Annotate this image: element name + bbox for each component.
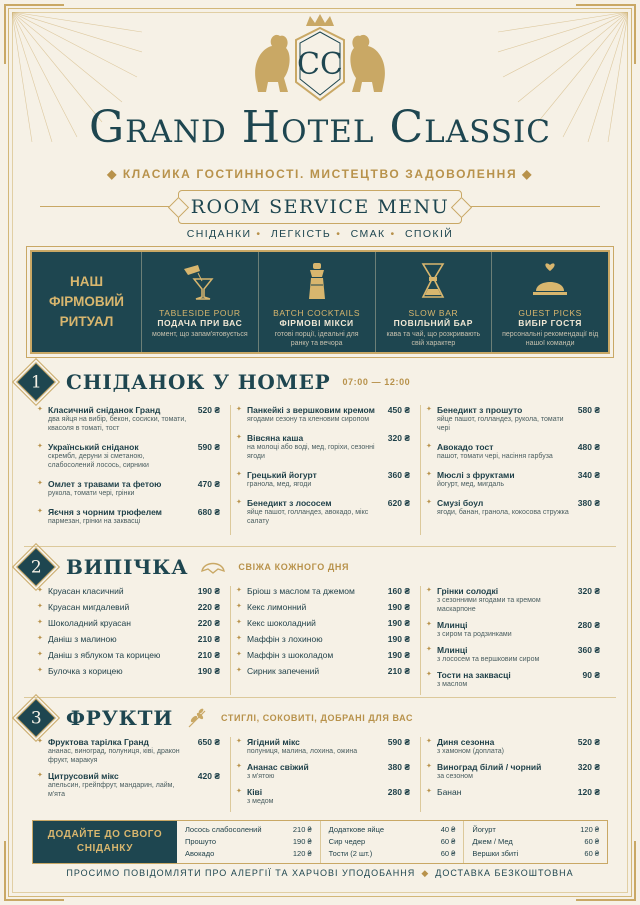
- item-description: ягоди, банан, гранола, кокосова стружка: [437, 509, 569, 516]
- addon-price: 40 ₴: [440, 825, 456, 834]
- subtag: СНІДАНКИ: [186, 228, 252, 240]
- item-description: ананас, виноград, полуниця, ківі, дракон фрукт, маракуя: [48, 748, 180, 764]
- section-note: СТИГЛІ, СОКОВИТІ, ДОБРАНІ ДЛЯ ВАС: [221, 713, 414, 723]
- menu-item: [40, 479, 220, 498]
- tagline: ◆ КЛАСИКА ГОСТИННОСТІ. МИСТЕЦТВО ЗАДОВОЛЕННЯ ◆: [107, 167, 533, 181]
- addon-row: [185, 848, 312, 860]
- item-name: ✦ Бенедикт з лососем: [247, 498, 332, 508]
- addon-name: Лосось слабосолений: [185, 825, 262, 834]
- item-name: ✦ Грецький йогурт: [247, 470, 317, 480]
- item-price: 220 ₴: [197, 618, 220, 628]
- menu-item: [429, 498, 600, 517]
- item-price: 190 ₴: [387, 618, 410, 628]
- section-divider: [24, 546, 616, 547]
- item-description: пармезан, грінки на заквасці: [48, 518, 141, 525]
- item-description: з хамоном (доплата): [437, 748, 504, 755]
- menu-item: [40, 666, 220, 676]
- menu-item: [40, 507, 220, 526]
- menu-item: [40, 771, 220, 799]
- item-price: 380 ₴: [577, 498, 600, 508]
- addon-price: 120 ₴: [292, 849, 312, 858]
- addon-name: Йогурт: [472, 825, 496, 834]
- menu-item: [429, 670, 600, 689]
- item-description: з сезонними ягодами та кремом маскарпоне: [437, 597, 541, 613]
- menu-item: [239, 618, 410, 628]
- item-description: ягодами сезону та кленовим сиропом: [247, 416, 370, 423]
- item-name: ✦ Диня сезонна: [437, 737, 495, 747]
- item-price: 360 ₴: [387, 470, 410, 480]
- item-name: ✦ Млинці: [437, 620, 468, 630]
- item-name: ✦ Тости на заквасці: [437, 670, 511, 680]
- item-description: з медом: [247, 798, 274, 805]
- ritual-item: GUEST PICKS ВИБІР ГОСТЯ персональні рекомендації від нашої команди: [492, 252, 608, 352]
- item-price: 470 ₴: [197, 479, 220, 489]
- menu-item: [40, 405, 220, 433]
- item-name: ✦ Даніш з малиною: [48, 634, 117, 644]
- subtag: ЛЕГКІСТЬ: [270, 228, 332, 240]
- griffin-right-icon: [350, 35, 385, 92]
- croissant-icon: [200, 557, 226, 577]
- section-heading: [22, 553, 349, 581]
- item-name: ✦ Кекс шоколадний: [247, 618, 316, 628]
- item-name: ✦ Мюслі з фруктами: [437, 470, 515, 480]
- item-description: з сиром та родзинками: [437, 631, 512, 638]
- menu-item: [40, 650, 220, 660]
- item-name: ✦ Ягідний мікс: [247, 737, 300, 747]
- item-price: 210 ₴: [197, 650, 220, 660]
- item-name: ✦ Фруктова тарілка Гранд: [48, 737, 149, 747]
- leaf-sprig-icon: [185, 707, 209, 729]
- chemex-coffee-icon: [413, 261, 453, 301]
- divider-right: [470, 206, 600, 207]
- addon-name: Джем / Мед: [472, 837, 513, 846]
- item-name: ✦ Млинці: [437, 645, 468, 655]
- addon-row: [185, 824, 312, 836]
- item-description: яйце пашот, голландез, авокадо, мікс салату: [247, 509, 369, 525]
- item-price: 420 ₴: [197, 771, 220, 781]
- item-name: ✦ Класичний сніданок Гранд: [48, 405, 161, 415]
- addon-price: 210 ₴: [292, 825, 312, 834]
- addon-row: [472, 836, 599, 848]
- item-name: ✦ Маффін з лохиною: [247, 634, 323, 644]
- item-name: ✦ Бріош з маслом та джемом: [247, 586, 355, 596]
- menu-item: [429, 762, 600, 781]
- menu-item: [239, 787, 410, 806]
- menu-item: [40, 634, 220, 644]
- ritual-item: BATCH COCKTAILS ФІРМОВІ МІКСИ готові порції, ідеальні для ранку та вечора: [259, 252, 376, 352]
- cocktail-shaker-icon: [297, 261, 337, 301]
- item-name: ✦ Український сніданок: [48, 442, 139, 452]
- item-description: рукола, томати чері, грінки: [48, 490, 135, 497]
- menu-item: [239, 666, 410, 676]
- menu-item: [239, 650, 410, 660]
- item-description: йогурт, мед, мигдаль: [437, 481, 505, 488]
- addon-row: [329, 836, 456, 848]
- menu-item: [239, 498, 410, 526]
- item-price: 590 ₴: [197, 442, 220, 452]
- item-price: 90 ₴: [582, 670, 600, 680]
- section-title: ВИПІЧКА: [66, 555, 189, 579]
- menu-item: [429, 470, 600, 489]
- section-heading: [22, 368, 410, 396]
- item-price: 160 ₴: [387, 586, 410, 596]
- addon-price: 60 ₴: [584, 849, 600, 858]
- pouring-glass-icon: [180, 261, 220, 301]
- item-name: ✦ Круасан мигдалевий: [48, 602, 130, 612]
- item-price: 650 ₴: [197, 737, 220, 747]
- ritual-heading: НАШ ФІРМОВИЙ РИТУАЛ: [32, 252, 142, 352]
- item-name: ✦ Смузі боул: [437, 498, 484, 508]
- menu-item: [239, 470, 410, 489]
- item-name: ✦ Авокадо тост: [437, 442, 494, 452]
- item-price: 360 ₴: [577, 645, 600, 655]
- menu-item: [239, 433, 410, 461]
- menu-item: [40, 737, 220, 765]
- item-name: ✦ Панкейкі з вершковим кремом: [247, 405, 375, 415]
- addon-row: [472, 848, 599, 860]
- item-description: на молоці або воді, мед, горіхи, сезонні ягоди: [247, 444, 375, 460]
- item-price: 190 ₴: [197, 586, 220, 596]
- item-name: ✦ Банан: [437, 787, 462, 797]
- item-name: ✦ Цитрусовий мікс: [48, 771, 119, 781]
- addon-name: Авокадо: [185, 849, 215, 858]
- menu-item: [239, 737, 410, 756]
- section-title: СНІДАНОК У НОМЕР: [66, 370, 331, 394]
- menu-item: [239, 602, 410, 612]
- item-name: ✦ Круасан класичний: [48, 586, 124, 596]
- item-price: 520 ₴: [577, 737, 600, 747]
- menu-item: [429, 787, 600, 797]
- menu-item: [40, 602, 220, 612]
- item-price: 590 ₴: [387, 737, 410, 747]
- item-name: ✦ Сирник запечений: [247, 666, 320, 676]
- item-description: два яйця на вибір, бекон, сосиски, томати, квасоля в томаті, тост: [48, 416, 187, 432]
- subtag: СМАК: [350, 228, 386, 240]
- hotel-title: Grand Hotel Classic: [88, 102, 552, 153]
- item-description: апельсин, грейпфрут, мандарин, лайм, м'ята: [48, 782, 175, 798]
- pastry-items: [40, 586, 610, 695]
- item-name: ✦ Булочка з корицею: [48, 666, 123, 676]
- menu-label: ROOM SERVICE MENU: [178, 190, 462, 224]
- item-description: з маслом: [437, 681, 468, 688]
- item-price: 680 ₴: [197, 507, 220, 517]
- item-name: ✦ Грінки солодкі: [437, 586, 499, 596]
- item-price: 620 ₴: [387, 498, 410, 508]
- menu-item: [239, 405, 410, 424]
- item-price: 190 ₴: [387, 602, 410, 612]
- item-name: ✦ Шоколадний круасан: [48, 618, 131, 628]
- signature-ritual-panel: [30, 250, 610, 354]
- ritual-item: SLOW BAR ПОВІЛЬНИЙ БАР кава та чай, що розкривають свій характер: [376, 252, 493, 352]
- item-price: 480 ₴: [577, 442, 600, 452]
- breakfast-items: [40, 405, 610, 535]
- item-price: 580 ₴: [577, 405, 600, 415]
- hotel-crest-logo: [240, 12, 400, 106]
- menu-item: [239, 762, 410, 781]
- section-number: 3: [16, 698, 56, 738]
- menu-item: [239, 586, 410, 596]
- item-price: 280 ₴: [387, 787, 410, 797]
- addons-heading: ДОДАЙТЕ ДО СВОГО СНІДАНКУ: [33, 821, 177, 863]
- item-name: ✦ Виноград білий / чорний: [437, 762, 542, 772]
- section-divider: [24, 697, 616, 698]
- item-price: 280 ₴: [577, 620, 600, 630]
- item-price: 190 ₴: [197, 666, 220, 676]
- addon-name: Додаткове яйце: [328, 825, 384, 834]
- item-description: полуниця, малина, лохина, ожина: [247, 748, 358, 755]
- item-price: 190 ₴: [387, 634, 410, 644]
- menu-item: [429, 442, 600, 461]
- item-description: пашот, томати чері, насіння гарбуза: [437, 453, 553, 460]
- addon-row: [185, 836, 312, 848]
- item-price: 190 ₴: [387, 650, 410, 660]
- section-heading: [22, 704, 413, 732]
- item-price: 320 ₴: [577, 762, 600, 772]
- crest-monogram: CC: [297, 47, 343, 82]
- ritual-item: TABLESIDE POUR ПОДАЧА ПРИ ВАС момент, що запам'ятовується: [142, 252, 259, 352]
- cloche-icon: [530, 261, 570, 301]
- addon-name: Прошуто: [185, 837, 217, 846]
- item-name: ✦ Омлет з травами та фетою: [48, 479, 162, 489]
- item-price: 380 ₴: [387, 762, 410, 772]
- section-note: СВІЖА КОЖНОГО ДНЯ: [238, 562, 350, 572]
- griffin-left-icon: [255, 35, 290, 92]
- divider-left: [40, 206, 170, 207]
- item-price: 210 ₴: [197, 634, 220, 644]
- item-description: яйце пашот, голландез, рукола, томати чері: [437, 416, 564, 432]
- item-name: ✦ Вівсяна каша: [247, 433, 304, 443]
- item-name: ✦ Маффін з шоколадом: [247, 650, 334, 660]
- item-price: 120 ₴: [577, 787, 600, 797]
- item-price: 450 ₴: [387, 405, 410, 415]
- addon-name: Тости (2 шт.): [328, 849, 373, 858]
- addon-price: 190 ₴: [292, 837, 312, 846]
- menu-item: [429, 405, 600, 433]
- section-number: 2: [16, 547, 56, 587]
- menu-item: [429, 737, 600, 756]
- item-price: 210 ₴: [387, 666, 410, 676]
- addon-price: 60 ₴: [440, 849, 456, 858]
- item-price: 320 ₴: [387, 433, 410, 443]
- footer-note: ПРОСИМО ПОВІДОМЛЯТИ ПРО АЛЕРГІЇ ТА ХАРЧОВІ УПОДОБАННЯ ◆ ДОСТАВКА БЕЗКОШТОВНА: [66, 868, 574, 878]
- addon-name: Вершки збиті: [472, 849, 519, 858]
- item-name: ✦ Даніш з яблуком та корицею: [48, 650, 161, 660]
- addon-row: [329, 848, 456, 860]
- item-price: 520 ₴: [197, 405, 220, 415]
- menu-item: [40, 586, 220, 596]
- item-description: з лососем та вершковим сиром: [437, 656, 540, 663]
- item-price: 340 ₴: [577, 470, 600, 480]
- addon-row: [472, 824, 599, 836]
- addon-row: [329, 824, 456, 836]
- item-price: 220 ₴: [197, 602, 220, 612]
- menu-item: [429, 645, 600, 664]
- menu-item: [40, 618, 220, 628]
- item-price: 320 ₴: [577, 586, 600, 596]
- section-title: ФРУКТИ: [66, 706, 174, 730]
- item-name: ✦ Яєчня з чорним трюфелем: [48, 507, 162, 517]
- section-number: 1: [16, 362, 56, 402]
- item-description: гранола, мед, ягоди: [247, 481, 312, 488]
- item-name: ✦ Ківі: [247, 787, 263, 797]
- item-description: з м'ятою: [247, 773, 275, 780]
- addons-panel: [32, 820, 608, 864]
- menu-item: [239, 634, 410, 644]
- addon-price: 120 ₴: [580, 825, 600, 834]
- subtag: СПОКІЙ: [404, 228, 454, 240]
- addon-price: 60 ₴: [584, 837, 600, 846]
- menu-item: [40, 442, 220, 470]
- fruit-items: [40, 737, 610, 812]
- menu-item: [429, 586, 600, 614]
- item-description: за сезоном: [437, 773, 473, 780]
- menu-item: [429, 620, 600, 639]
- item-name: ✦ Ананас свіжий: [247, 762, 309, 772]
- addon-name: Сир чедер: [328, 837, 366, 846]
- addon-price: 60 ₴: [440, 837, 456, 846]
- item-name: ✦ Бенедикт з прошуто: [437, 405, 523, 415]
- item-description: скрембл, деруни зі сметаною, слабосолений лосось, сирники: [48, 453, 149, 469]
- subtags: СНІДАНКИ • ЛЕГКІСТЬ • СМАК • СПОКІЙ: [186, 228, 454, 240]
- section-note: 07:00 — 12:00: [342, 377, 411, 387]
- item-name: ✦ Кекс лимонний: [247, 602, 307, 612]
